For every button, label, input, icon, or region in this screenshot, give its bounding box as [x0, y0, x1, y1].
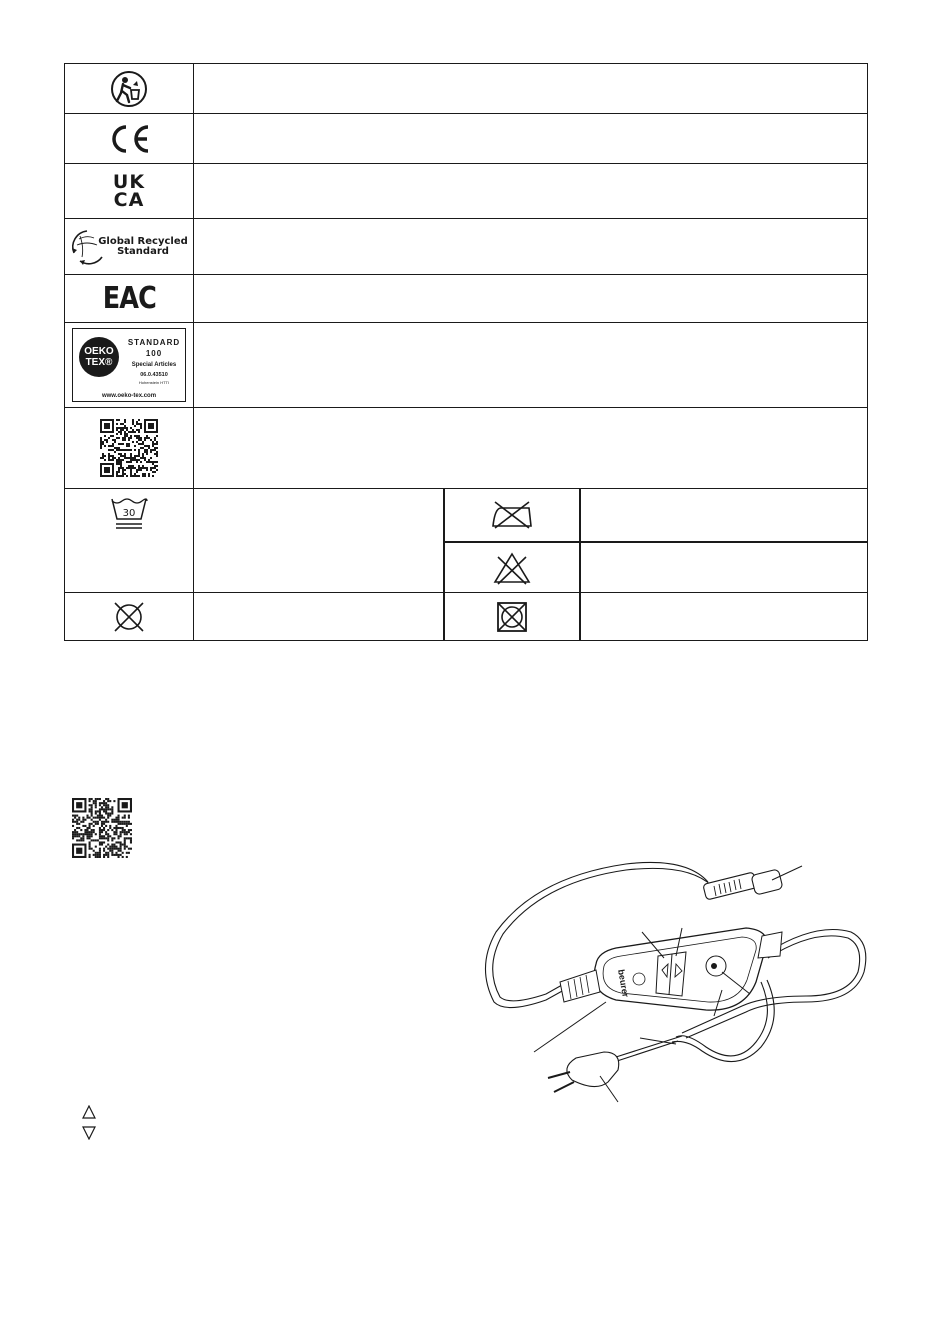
symbol-cell — [65, 593, 194, 640]
symbol-row-ce — [65, 113, 867, 163]
qr-code-icon — [72, 798, 132, 858]
do-not-iron-icon — [489, 500, 535, 530]
symbol-cell — [65, 408, 194, 488]
grs-mark — [70, 227, 188, 267]
ukca-mark — [113, 173, 145, 209]
oeko-standard-label: STANDARD — [127, 338, 181, 347]
symbol-cell — [65, 219, 194, 274]
oeko-standard — [125, 337, 183, 359]
symbol-row-care-top — [65, 488, 867, 592]
symbol-cell — [65, 489, 194, 592]
symbol-row-ukca — [65, 163, 867, 218]
symbol-row-care-bottom — [65, 592, 867, 640]
do-not-dry-clean-icon — [111, 599, 147, 635]
oeko-certificate: 06.0.43510 — [140, 372, 168, 378]
grs-line-1: Global Recycled — [98, 235, 188, 247]
do-not-tumble-dry-icon — [494, 599, 530, 635]
do-not-bleach-cell — [445, 543, 579, 593]
oeko-tex-label — [72, 328, 186, 402]
symbol-row-eac — [65, 274, 867, 322]
heating-controller-illustration — [476, 852, 876, 1112]
symbol-row-qr — [65, 407, 867, 488]
symbol-cell — [65, 275, 194, 322]
mains-plug — [567, 1052, 619, 1087]
qr-code-icon — [100, 419, 158, 477]
ce-mark-icon — [106, 124, 152, 154]
symbol-cell — [65, 164, 194, 218]
ukca-line-1: UK — [112, 171, 146, 193]
oeko-category: Special Articles — [131, 362, 177, 368]
oeko-badge-line-2: TEX® — [85, 357, 113, 368]
eac-mark: EAC — [102, 281, 156, 316]
do-not-bleach-icon — [492, 551, 532, 585]
symbol-table — [64, 63, 868, 641]
wash-temperature: 30 — [122, 508, 136, 519]
symbol-cell — [65, 114, 194, 163]
arrow-down-icon — [82, 1126, 96, 1140]
wash-30-icon — [109, 497, 149, 531]
symbol-cell — [65, 64, 194, 113]
grs-line-2: Standard — [117, 245, 169, 257]
controller-brand: beurer — [616, 968, 631, 998]
symbol-row-grs — [65, 218, 867, 274]
care-divider-4 — [579, 593, 581, 640]
grs-text — [98, 237, 188, 257]
oeko-tex-badge — [79, 337, 119, 377]
symbol-row-weee — [65, 64, 867, 113]
oeko-url: www.oeko-tex.com — [101, 393, 157, 399]
weee-disposal-icon — [109, 69, 149, 109]
symbol-cell — [65, 323, 194, 407]
oeko-institute: Hohenstein HTTI — [138, 380, 170, 385]
oeko-badge-line-1: OEKO — [84, 346, 114, 357]
oeko-standard-number: 100 — [145, 349, 163, 358]
symbol-row-oeko-tex — [65, 322, 867, 407]
arrow-up-icon — [82, 1105, 96, 1119]
ukca-line-2: CA — [113, 189, 145, 211]
leader-strain-relief — [534, 1002, 606, 1052]
do-not-tumble-dry-cell — [445, 593, 579, 641]
do-not-iron-cell — [445, 489, 579, 541]
